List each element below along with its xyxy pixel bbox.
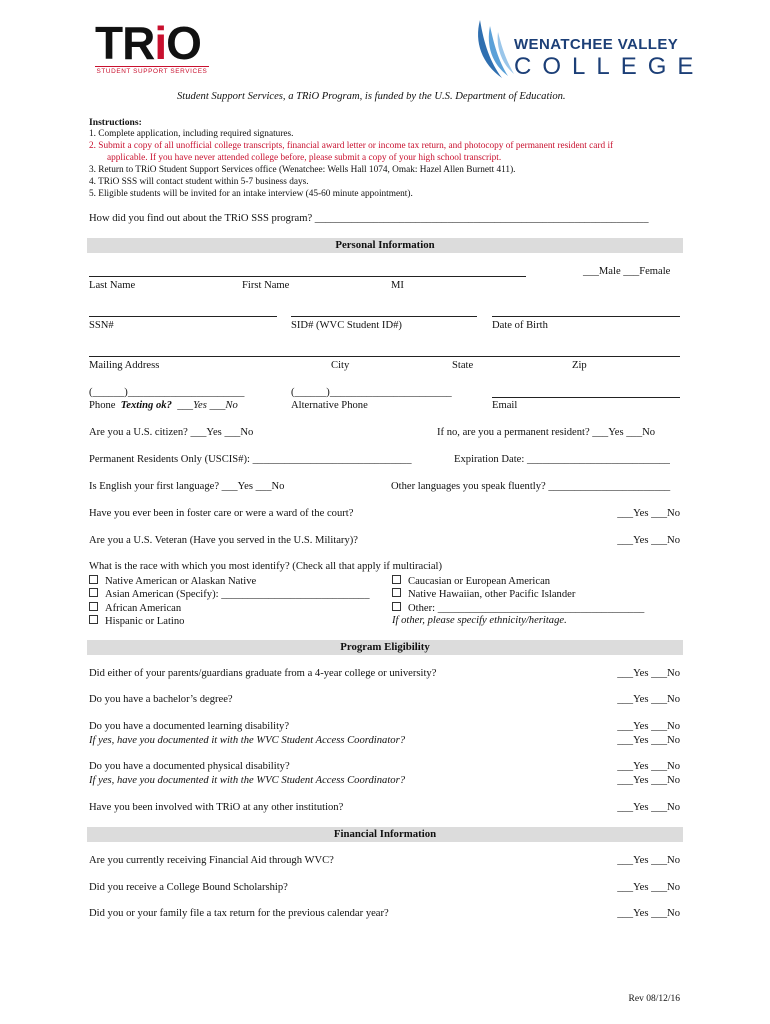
dob-label: Date of Birth: [492, 320, 548, 331]
race-other-note: If other, please specify ethnicity/heritage.: [392, 615, 567, 626]
instruction-item: 4. TRiO SSS will contact student within 5-7 business days.: [89, 177, 309, 187]
phone-label: Phone Texting ok? ___Yes ___No: [89, 400, 238, 411]
other-languages-field[interactable]: Other languages you speak fluently? _______________________: [391, 481, 671, 492]
state-label: State: [452, 360, 474, 371]
sid-input-line[interactable]: [291, 316, 477, 317]
checkbox[interactable]: [392, 602, 401, 611]
physical-disability-question: Do you have a documented physical disability?: [89, 761, 290, 772]
permanent-resident-question[interactable]: If no, are you a permanent resident? ___Yes ___No: [437, 427, 656, 438]
city-label: City: [331, 360, 350, 371]
ssn-input-line[interactable]: [89, 316, 277, 317]
instruction-item: 2. Submit a copy of all unofficial college transcripts, financial award letter or income tax return, and photocopy of permanent resident card if: [89, 141, 614, 151]
instruction-item: 5. Eligible students will be invited for an intake interview (45-60 minute appointment).: [89, 189, 413, 199]
address-input-line[interactable]: [89, 356, 680, 357]
funded-by-note: Student Support Services, a TRiO Program, is funded by the U.S. Department of Education.: [177, 91, 566, 102]
race-option-native-american[interactable]: Native American or Alaskan Native: [89, 575, 256, 587]
section-program-eligibility: Program Eligibility: [87, 640, 683, 655]
instruction-item: applicable. If you have never attended college before, please submit a copy of your high school transcript.: [107, 153, 502, 163]
veteran-question: Are you a U.S. Veteran (Have you served in the U.S. Military)?: [89, 535, 358, 546]
revision-date: Rev 08/12/16: [628, 994, 680, 1004]
veteran-options[interactable]: ___Yes ___No: [617, 535, 680, 546]
last-name-label: Last Name: [89, 280, 136, 291]
checkbox[interactable]: [89, 615, 98, 624]
checkbox[interactable]: [89, 602, 98, 611]
trio-logo: TRiO: [95, 17, 201, 69]
gender-options[interactable]: ___Male ___Female: [583, 266, 671, 277]
learning-disability-options[interactable]: ___Yes ___No: [617, 721, 680, 732]
tax-return-question: Did you or your family file a tax return for the previous calendar year?: [89, 908, 389, 919]
physical-disability-followup-options[interactable]: ___Yes ___No: [617, 775, 680, 786]
college-bound-question: Did you receive a College Bound Scholarship?: [89, 882, 288, 893]
race-option-other[interactable]: Other: _______________________________________: [392, 602, 644, 614]
mi-label: MI: [391, 280, 404, 291]
phone-input[interactable]: (______)______________________: [89, 387, 245, 398]
trio-other-institution-options[interactable]: ___Yes ___No: [617, 802, 680, 813]
trio-other-institution-question: Have you been involved with TRiO at any other institution?: [89, 802, 344, 813]
texting-ok-label: Texting ok?: [120, 400, 172, 411]
race-question: What is the race with which you most identify? (Check all that apply if multiracial): [89, 561, 443, 572]
physical-disability-options[interactable]: ___Yes ___No: [617, 761, 680, 772]
wvc-logo-line1: WENATCHEE VALLEY: [514, 36, 679, 53]
email-label: Email: [492, 400, 518, 411]
college-bound-options[interactable]: ___Yes ___No: [617, 882, 680, 893]
learning-disability-question: Do you have a documented learning disability?: [89, 721, 290, 732]
dob-input-line[interactable]: [492, 316, 680, 317]
section-financial-information: Financial Information: [87, 827, 683, 842]
parents-graduate-options[interactable]: ___Yes ___No: [617, 668, 680, 679]
trio-logo-subtitle: STUDENT SUPPORT SERVICES: [96, 68, 208, 75]
alt-phone-label: Alternative Phone: [291, 400, 368, 411]
financial-aid-options[interactable]: ___Yes ___No: [617, 855, 680, 866]
how-find-question[interactable]: How did you find out about the TRiO SSS program? _______________________________________________________________: [89, 213, 649, 224]
race-option-native-hawaiian[interactable]: Native Hawaiian, other Pacific Islander: [392, 588, 575, 600]
instruction-item: 1. Complete application, including required signatures.: [89, 129, 294, 139]
mailing-address-label: Mailing Address: [89, 360, 160, 371]
tax-return-options[interactable]: ___Yes ___No: [617, 908, 680, 919]
alt-phone-input[interactable]: (______)_______________________: [291, 387, 452, 398]
instruction-item: 3. Return to TRiO Student Support Services office (Wenatchee: Wells Hall 1074, Omak: Hazel Allen Burnett 411).: [89, 165, 516, 175]
wvc-swoosh-icon: [472, 18, 516, 80]
foster-care-options[interactable]: ___Yes ___No: [617, 508, 680, 519]
foster-care-question: Have you ever been in foster care or were a ward of the court?: [89, 508, 354, 519]
english-first-question[interactable]: Is English your first language? ___Yes ___No: [89, 481, 285, 492]
race-option-caucasian[interactable]: Caucasian or European American: [392, 575, 550, 587]
checkbox[interactable]: [392, 588, 401, 597]
bachelors-question: Do you have a bachelor’s degree?: [89, 694, 233, 705]
citizen-question[interactable]: Are you a U.S. citizen? ___Yes ___No: [89, 427, 254, 438]
parents-graduate-question: Did either of your parents/guardians graduate from a 4-year college or university?: [89, 668, 437, 679]
race-option-african-american[interactable]: African American: [89, 602, 181, 614]
checkbox[interactable]: [392, 575, 401, 584]
financial-aid-question: Are you currently receiving Financial Aid through WVC?: [89, 855, 334, 866]
learning-disability-followup-options[interactable]: ___Yes ___No: [617, 735, 680, 746]
checkbox[interactable]: [89, 575, 98, 584]
name-input-line[interactable]: [89, 276, 526, 277]
bachelors-options[interactable]: ___Yes ___No: [617, 694, 680, 705]
learning-disability-followup: If yes, have you documented it with the WVC Student Access Coordinator?: [89, 735, 405, 746]
first-name-label: First Name: [242, 280, 290, 291]
checkbox[interactable]: [89, 588, 98, 597]
ssn-label: SSN#: [89, 320, 114, 331]
texting-ok-options[interactable]: ___Yes ___No: [177, 400, 238, 411]
sid-label: SID# (WVC Student ID#): [291, 320, 402, 331]
email-input-line[interactable]: [492, 397, 680, 398]
expiration-date-field[interactable]: Expiration Date: ___________________________: [454, 454, 670, 465]
race-option-asian-american[interactable]: Asian American (Specify): ____________________________: [89, 588, 370, 600]
wvc-logo-line2: COLLEGE: [514, 53, 705, 80]
uscis-number-field[interactable]: Permanent Residents Only (USCIS#): ______________________________: [89, 454, 412, 465]
race-option-hispanic-latino[interactable]: Hispanic or Latino: [89, 615, 184, 627]
section-personal-information: Personal Information: [87, 238, 683, 253]
physical-disability-followup: If yes, have you documented it with the WVC Student Access Coordinator?: [89, 775, 405, 786]
instructions-heading: Instructions:: [89, 117, 142, 128]
zip-label: Zip: [572, 360, 587, 371]
